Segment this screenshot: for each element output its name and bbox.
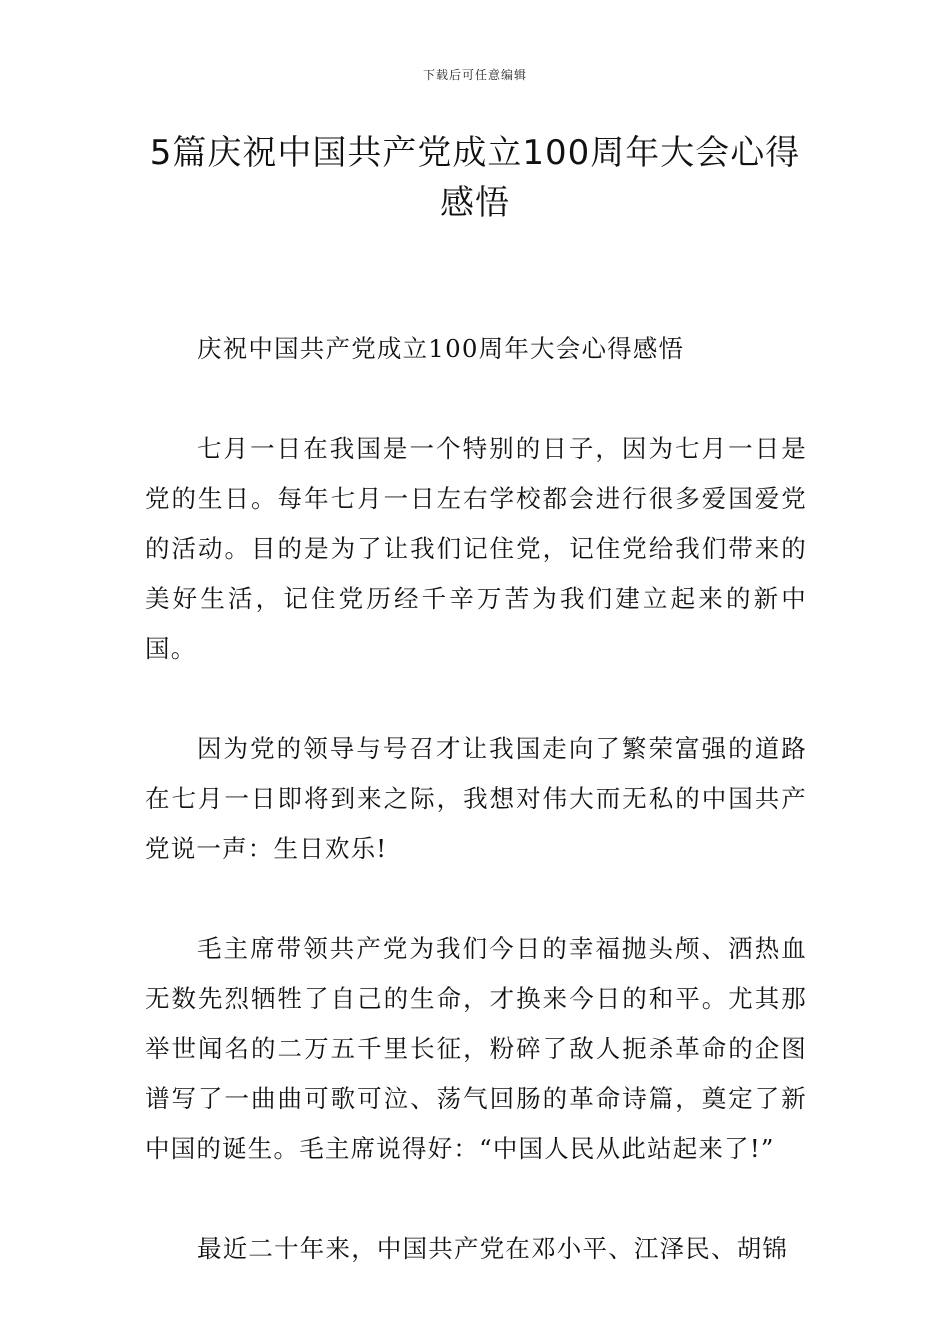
header-note: 下载后可任意编辑 [422, 68, 527, 82]
body-paragraph: 毛主席带领共产党为我们今日的幸福抛头颅、洒热血无数先烈牺牲了自己的生命，才换来今日的和平。尤其那举世闻名的二万五千里长征，粉碎了敌人扼杀革命的企图谱写了一曲曲可歌可泣、荡气回肠的革命诗篇，奠定了新中国的诞生。毛主席说得好：“中国人民从此站起来了!” [145, 934, 807, 1163]
subtitle-paragraph: 庆祝中国共产党成立100周年大会心得感悟 [197, 334, 685, 363]
body-paragraph: 七月一日在我国是一个特别的日子，因为七月一日是党的生日。每年七月一日左右学校都会进行很多爱国爱党的活动。目的是为了让我们记住党，记住党给我们带来的美好生活，记住党历经千辛万苦为我们建立起来的新中国。 [145, 434, 807, 663]
document-body [145, 324, 807, 1324]
body-paragraph: 因为党的领导与号召才让我国走向了繁荣富强的道路在七月一日即将到来之际，我想对伟大而无私的中国共产党说一声：生日欢乐! [145, 734, 807, 863]
body-paragraph: 最近二十年来，中国共产党在邓小平、江泽民、胡锦 [197, 1234, 789, 1263]
document-title: 5篇庆祝中国共产党成立100周年大会心得感悟 [149, 133, 801, 223]
